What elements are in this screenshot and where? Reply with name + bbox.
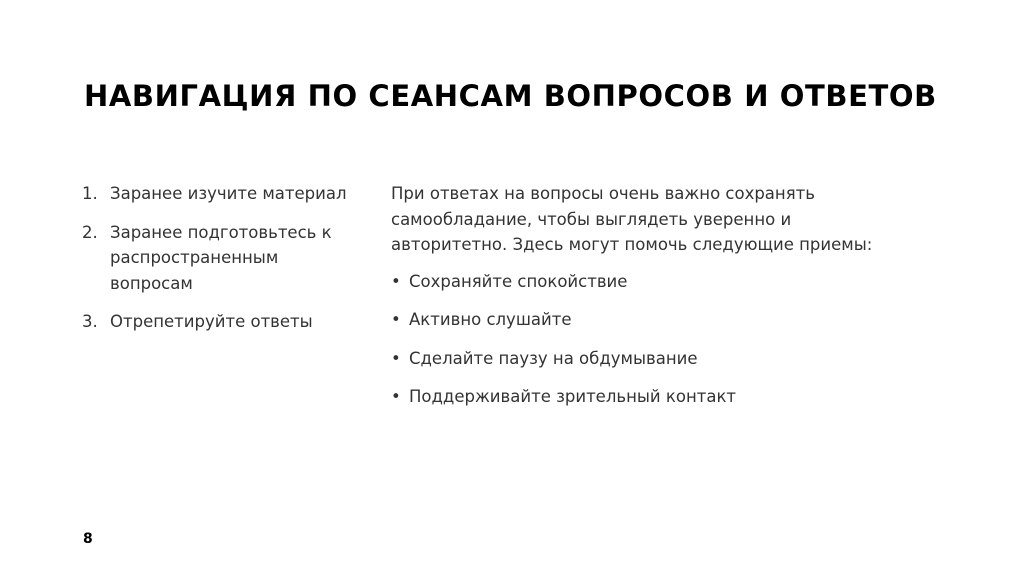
list-item-number: 2. (82, 222, 98, 242)
bullet-icon: • (391, 310, 401, 330)
list-item (391, 307, 951, 333)
list-item-text: Сохраняйте спокойствие (409, 271, 628, 291)
slide-title: НАВИГАЦИЯ ПО СЕАНСАМ ВОПРОСОВ И ОТВЕТОВ (84, 79, 937, 113)
list-item (391, 384, 951, 410)
list-item-text: Отрепетируйте ответы (110, 312, 313, 332)
tips-column (391, 181, 951, 422)
list-item-number: 1. (82, 184, 98, 203)
page-number: 8 (83, 531, 93, 547)
list-item-number: 3. (82, 312, 98, 332)
list-item-text: Заранее изучите материал (110, 184, 347, 203)
intro-paragraph: При ответах на вопросы очень важно сохранять самообладание, чтобы выглядеть уверенно и авторитетно. Здесь могут помочь следующие приемы: (391, 184, 873, 255)
list-item (391, 269, 951, 295)
list-item (391, 346, 951, 372)
list-item (82, 220, 362, 297)
bullet-icon: • (391, 348, 401, 368)
list-item (82, 181, 362, 207)
tips-list (391, 269, 951, 410)
list-item-text: Поддерживайте зрительный контакт (409, 386, 737, 406)
list-item-text: Сделайте паузу на обдумывание (409, 348, 698, 368)
list-item (82, 309, 362, 335)
bullet-icon: • (391, 386, 401, 406)
bullet-icon: • (391, 271, 401, 291)
list-item-text: Заранее подготовьтесь к распространенным вопросам (110, 222, 332, 293)
steps-list (82, 181, 362, 348)
list-item-text: Активно слушайте (409, 310, 572, 330)
